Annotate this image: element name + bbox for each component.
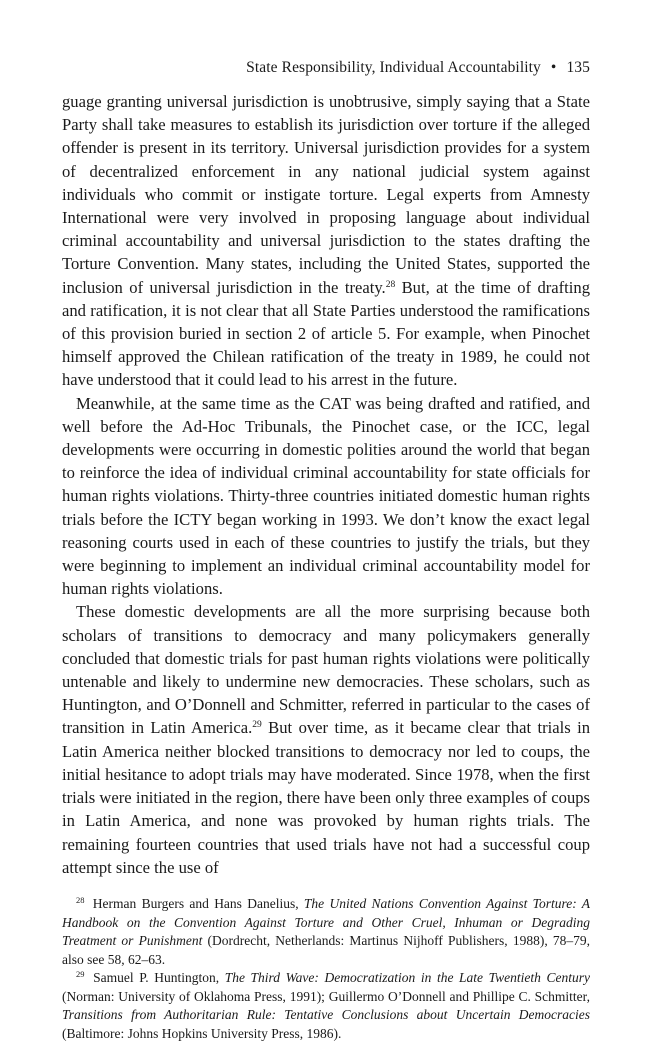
footnote-marker: 28 [76, 894, 85, 905]
italic-title: The Third Wave: Democratization in the Late Twentieth Century [224, 970, 590, 986]
text-run: But, at the time of drafting and ratification, it is not clear that all State Parties understood the ramifications of this provision buried in section 2 of article 5. For example, when Pinochet himself approved the Chilean ratification of the treaty in 1989, he could not have understood that it could lead to his arrest in the future. [62, 277, 590, 390]
running-head-separator: • [550, 59, 557, 76]
footnotes [62, 895, 590, 1044]
footnote-marker: 28 [385, 279, 396, 290]
italic-title: Transitions from Authoritarian Rule: Tentative Conclusions about Uncertain Democracies [62, 1007, 590, 1023]
running-head-title: State Responsibility, Individual Accountability [246, 59, 541, 76]
running-head [62, 58, 590, 78]
italic-title: The United Nations Convention Against Torture: A Handbook on the Convention Against Torture and Other Cruel, Inhuman or Degrading Treatment or Punishment [62, 895, 590, 949]
page-number: 135 [566, 59, 590, 76]
footnote-marker: 29 [252, 720, 262, 731]
body-paragraph [62, 392, 590, 601]
footnote [62, 895, 590, 969]
body-paragraph [62, 90, 590, 392]
footnote [62, 969, 590, 1043]
text-run: These domestic developments are all the more surprising because both scholars of transitions to democracy and many policymakers generally concluded that domestic trials for past human rights violations were politically untenable and likely to undermine new democracies. These scholars, such as Huntington, and O’Donnell and Schmitter, referred in particular to the cases of transition in Latin America. [62, 602, 590, 738]
text-run: (Baltimore: Johns Hopkins University Press, 1986). [62, 1026, 342, 1042]
body-paragraph [62, 600, 590, 878]
text-run: guage granting universal jurisdiction is unobtrusive, simply saying that a State Party shall take measures to establish its jurisdiction over torture if the alleged offender is present in its territory. Universal jurisdiction provides for a system of decentralized enforcement in any national judicial system against individuals who commit or instigate torture. Legal experts from Amnesty International were very involved in proposing language about individual criminal accountability and universal jurisdiction to the states drafting the Torture Convention. Many states, including the United States, supported the inclusion of universal jurisdiction in the treaty. [62, 92, 590, 297]
text-run: (Norman: University of Oklahoma Press, 1991); Guillermo O’Donnell and Phillipe C. Schmitter, [62, 988, 590, 1004]
text-run: Samuel P. Huntington, [87, 970, 225, 986]
text-run: (Dordrecht, Netherlands: Martinus Nijhoff Publishers, 1988), 78–79, also see 58, 62–63. [62, 933, 590, 967]
text-run: Meanwhile, at the same time as the CAT was being drafted and ratified, and well before the Ad-Hoc Tribunals, the Pinochet case, or the ICC, legal developments were occurring in domestic polities around the world that began to reinforce the idea of individual criminal accountability for state officials for human rights violations. Thirty-three countries initiated domestic human rights trials before the ICTY began working in 1993. We don’t know the exact legal reasoning courts used in each of these countries to justify the trials, but they were beginning to implement an individual criminal accountability model for human rights violations. [62, 393, 590, 599]
text-run: But over time, as it became clear that trials in Latin America neither blocked transitions to democracy nor led to coups, the initial hesitance to adopt trials may have moderated. Since 1978, when the first trials were initiated in the region, there have been only three examples of coups in Latin America, and none was provoked by human rights trials. The remaining fourteen countries that used trials have not had a successful coup attempt since the use of [62, 718, 591, 877]
body-text [62, 90, 590, 879]
footnote-marker: 29 [76, 969, 85, 980]
book-page [62, 58, 590, 1044]
text-run: Herman Burgers and Hans Danelius, [87, 895, 304, 911]
